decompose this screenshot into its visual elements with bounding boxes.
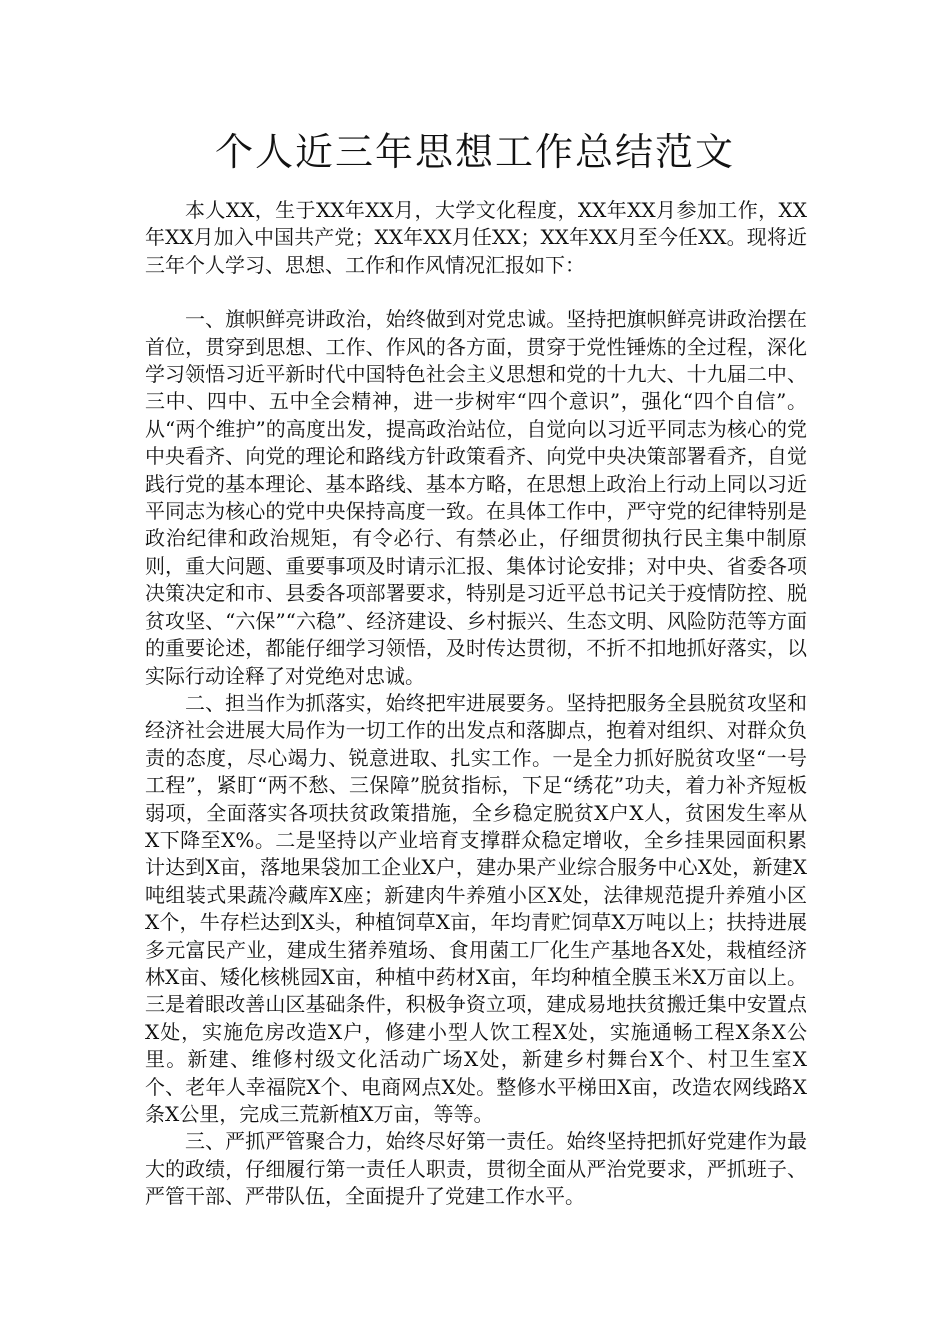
document-title: 个人近三年思想工作总结范文: [214, 130, 735, 174]
section-one-paragraph: 一、旗帜鲜亮讲政治，始终做到对党忠诚。坚持把旗帜鲜亮讲政治摆在首位，贯穿到思想、工作、作风的各方面，贯穿于党性锤炼的全过程，深化学习领悟习近平新时代中国特色社会主义思想和党的十九大、十九届二中、三中、四中、五中全会精神，进一步树牢“四个意识”，强化“四个自信”。从“两个维护”的高度出发，提高政治站位，自觉向以习近平同志为核心的党中央看齐、向党的理论和路线方针政策看齐、向党中央决策部署看齐，自觉践行党的基本理论、基本路线、基本方略，在思想上政治上行动上同以习近平同志为核心的党中央保持高度一致。在具体工作中，严守党的纪律特别是政治纪律和政治规矩，有令必行、有禁必止，仔细贯彻执行民主集中制原则，重大问题、重要事项及时请示汇报、集体讨论安排；对中央、省委各项决策决定和市、县委各项部署要求，特别是习近平总书记关于疫情防控、脱贫攻坚、“六保”“六稳”、经济建设、乡村振兴、生态文明、风险防范等方面的重要论述，都能仔细学习领悟，及时传达贯彻，不折不扣地抓好落实，以实际行动诠释了对党绝对忠诚。: [145, 307, 807, 688]
intro-paragraph: 本人XX，生于XX年XX月，大学文化程度，XX年XX月参加工作，XX年XX月加入中国共产党；XX年XX月任XX；XX年XX月至今任XX。现将近三年个人学习、思想、工作和作风情况汇报如下：: [145, 198, 807, 277]
section-three-paragraph: 三、严抓严管聚合力，始终尽好第一责任。始终坚持把抓好党建作为最大的政绩，仔细履行第一责任人职责，贯彻全面从严治党要求，严抓班子、严管干部、严带队伍，全面提升了党建工作水平。: [145, 1129, 807, 1209]
section-two-paragraph: 二、担当作为抓落实，始终把牢进展要务。坚持把服务全县脱贫攻坚和经济社会进展大局作为一切工作的出发点和落脚点，抱着对组织、对群众负责的态度，尽心竭力、锐意进取、扎实工作。一是全力抓好脱贫攻坚“一号工程”，紧盯“两不愁、三保障”脱贫指标，下足“绣花”功夫，着力补齐短板弱项，全面落实各项扶贫政策措施，全乡稳定脱贫X户X人，贫困发生率从X下降至X%。二是坚持以产业培育支撑群众稳定增收，全乡挂果园面积累计达到X亩，落地果袋加工企业X户，建办果产业综合服务中心X处，新建X吨组装式果蔬冷藏库X座；新建肉牛养殖小区X处，法律规范提升养殖小区X个，牛存栏达到X头，种植饲草X亩，年均青贮饲草X万吨以上；扶持进展多元富民产业，建成生猪养殖场、食用菌工厂化生产基地各X处，栽植经济林X亩、矮化核桃园X亩，种植中药材X亩，年均种植全膜玉米X万亩以上。三是着眼改善山区基础条件，积极争资立项，建成易地扶贫搬迁集中安置点X处，实施危房改造X户，修建小型人饮工程X处，实施通畅工程X条X公里。新建、维修村级文化活动广场X处，新建乡村舞台X个、村卫生室X个、老年人幸福院X个、电商网点X处。整修水平梯田X亩，改造农网线路X条X公里，完成三荒新植X万亩，等等。: [145, 690, 807, 1126]
document-body: [145, 197, 807, 1211]
